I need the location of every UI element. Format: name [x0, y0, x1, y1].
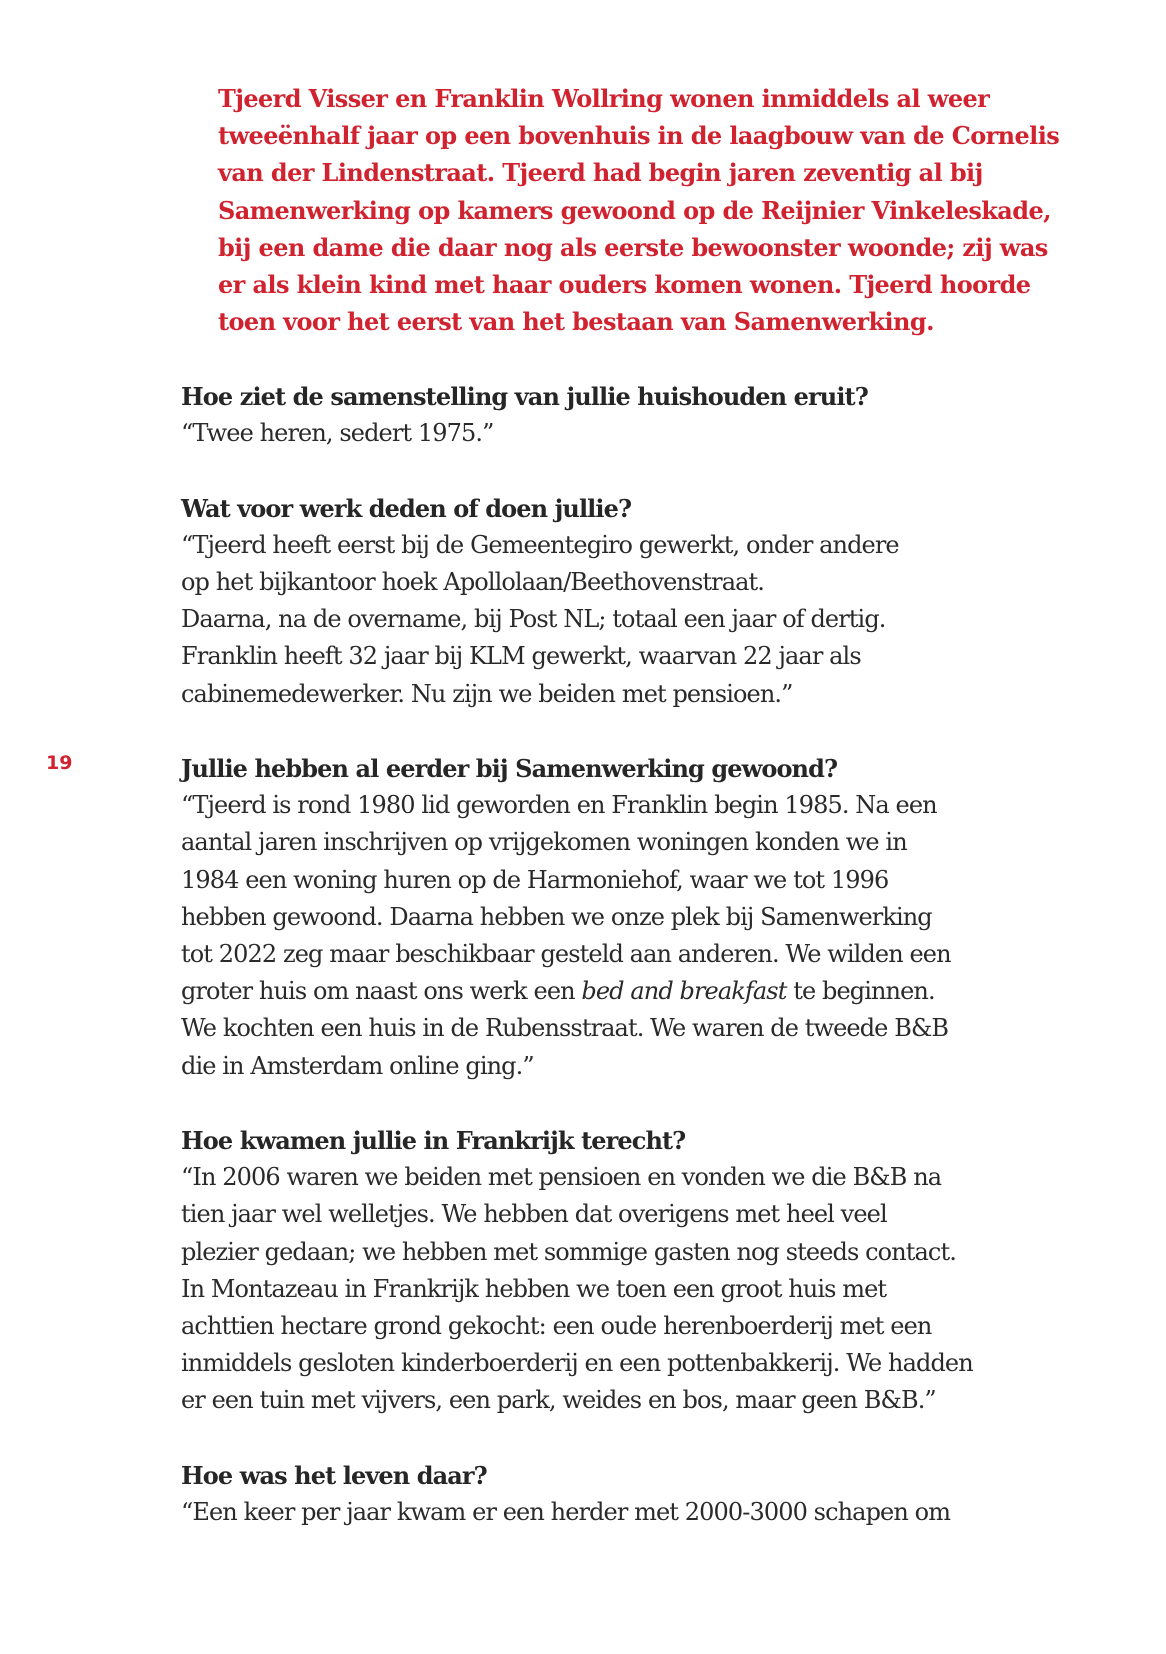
answer-line: aantal jaren inschrijven op vrijgekomen woningen konden we in — [181, 828, 907, 857]
qa-block-france — [181, 1122, 1081, 1420]
intro-line: toen voor het eerst van het bestaan van Samenwerking. — [218, 307, 934, 337]
answer-line: Daarna, na de overname, bij Post NL; totaal een jaar of dertig. — [181, 605, 886, 634]
answer-line: die in Amsterdam online ging.” — [181, 1051, 534, 1080]
intro-line: van der Lindenstraat. Tjeerd had begin jaren zeventig al bij — [218, 158, 983, 188]
answer-line: tien jaar wel welletjes. We hebben dat overigens met heel veel — [181, 1200, 887, 1229]
text-run: groter huis om naast ons werk een — [181, 977, 582, 1006]
qa-block-previous-residence — [181, 750, 1081, 1085]
answer-line: cabinemedewerker. Nu zijn we beiden met pensioen.” — [181, 679, 793, 708]
answer-line: Franklin heeft 32 jaar bij KLM gewerkt, waarvan 22 jaar als — [181, 642, 861, 671]
answer-line: We kochten een huis in de Rubensstraat. We waren de tweede B&B — [181, 1014, 949, 1043]
intro-line: Samenwerking op kamers gewoond op de Reijnier Vinkeleskade, — [218, 195, 1051, 225]
question-heading: Hoe ziet de samenstelling van jullie huishouden eruit? — [181, 382, 868, 411]
answer-line: “Een keer per jaar kwam er een herder met 2000-3000 schapen om — [181, 1498, 951, 1527]
answer-line: “In 2006 waren we beiden met pensioen en vonden we die B&B na — [181, 1163, 942, 1192]
italic-phrase: bed and breakfast — [581, 977, 787, 1006]
answer-line: hebben gewoond. Daarna hebben we onze plek bij Samenwerking — [181, 902, 932, 931]
intro-paragraph — [218, 80, 1068, 340]
answer-line: plezier gedaan; we hebben met sommige gasten nog steeds contact. — [181, 1237, 956, 1266]
answer-line: 1984 een woning huren op de Harmoniehof, waar we tot 1996 — [181, 865, 889, 894]
answer-line: achttien hectare grond gekocht: een oude herenboerderij met een — [181, 1312, 932, 1341]
answer-line: op het bijkantoor hoek Apollolaan/Beethovenstraat. — [181, 568, 765, 596]
qa-block-household — [181, 378, 1081, 452]
interview-body — [181, 378, 1081, 1568]
answer-line-with-italic — [181, 973, 1081, 1010]
question-heading: Hoe was het leven daar? — [181, 1460, 487, 1490]
question-heading: Hoe kwamen jullie in Frankrijk terecht? — [181, 1126, 686, 1156]
question-heading: Jullie hebben al eerder bij Samenwerking gewoond? — [181, 754, 838, 783]
intro-line: er als klein kind met haar ouders komen wonen. Tjeerd hoorde — [218, 270, 1031, 300]
page-number: 19 — [46, 752, 73, 774]
answer-line: tot 2022 zeg maar beschikbaar gesteld aan anderen. We wilden een — [181, 940, 951, 969]
intro-line: tweeënhalf jaar op een bovenhuis in de laagbouw van de Cornelis — [218, 121, 1060, 151]
intro-line: bij een dame die daar nog als eerste bewoonster woonde; zij was — [218, 232, 1048, 262]
qa-block-life-there — [181, 1457, 1081, 1531]
intro-line: Tjeerd Visser en Franklin Wollring wonen inmiddels al weer — [218, 84, 990, 113]
answer-line: In Montazeau in Frankrijk hebben we toen een groot huis met — [181, 1274, 887, 1303]
answer-line: “Tjeerd heeft eerst bij de Gemeentegiro gewerkt, onder andere — [181, 530, 899, 559]
question-heading: Wat voor werk deden of doen jullie? — [181, 493, 632, 523]
answer-line: “Tjeerd is rond 1980 lid geworden en Franklin begin 1985. Na een — [181, 791, 937, 820]
qa-block-work — [181, 490, 1081, 713]
text-run: te beginnen. — [786, 977, 935, 1006]
answer-line: er een tuin met vijvers, een park, weides en bos, maar geen B&B.” — [181, 1386, 936, 1415]
answer-line: “Twee heren, sedert 1975.” — [181, 419, 494, 448]
answer-line: inmiddels gesloten kinderboerderij en een pottenbakkerij. We hadden — [181, 1349, 973, 1378]
